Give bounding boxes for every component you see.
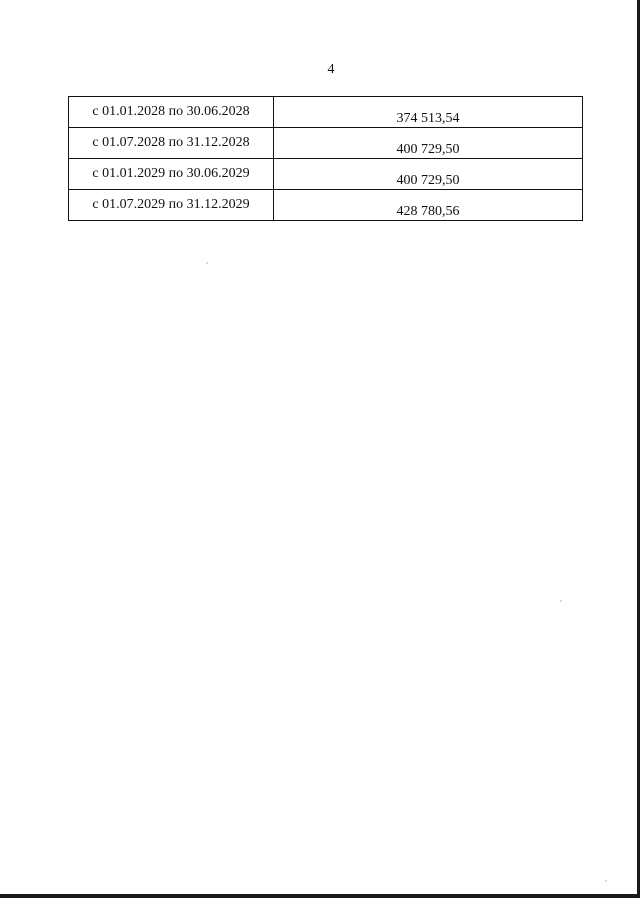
payment-schedule-table xyxy=(68,96,583,221)
scan-speck xyxy=(605,880,607,882)
scan-speck xyxy=(206,262,208,264)
period-cell: с 01.07.2028 по 31.12.2028 xyxy=(69,128,274,159)
page-number: 4 xyxy=(327,62,335,77)
scan-edge-bottom xyxy=(0,894,640,898)
scan-speck xyxy=(560,600,562,602)
table-row xyxy=(69,190,583,221)
table-row xyxy=(69,128,583,159)
period-cell: с 01.07.2029 по 31.12.2029 xyxy=(69,190,274,221)
table-row xyxy=(69,159,583,190)
period-cell: с 01.01.2029 по 30.06.2029 xyxy=(69,159,274,190)
amount-cell: 400 729,50 xyxy=(274,128,583,159)
period-cell: с 01.01.2028 по 30.06.2028 xyxy=(69,97,274,128)
amount-cell: 400 729,50 xyxy=(274,159,583,190)
table-row xyxy=(69,97,583,128)
amount-cell: 428 780,56 xyxy=(274,190,583,221)
amount-cell: 374 513,54 xyxy=(274,97,583,128)
